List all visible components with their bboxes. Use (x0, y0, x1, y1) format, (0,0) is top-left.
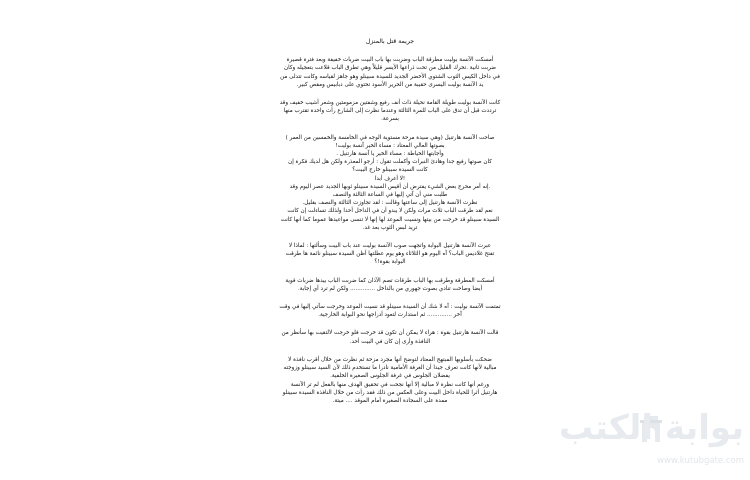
text-line: يد الآنسة بوليت اليسرى حقيبة من الحرير الأسود تحتوي على دبابيس ومقص كبير. (296, 81, 484, 88)
paragraph (240, 56, 540, 89)
text-line: بصوتها العالي المعتاد : مساء الخير آنسة بوليت! (335, 142, 445, 149)
paragraph (240, 99, 540, 124)
text-line: البوابة بقوة!؟ (374, 259, 406, 266)
text-line: !لا أعرف أبدا (374, 175, 406, 182)
text-line: وأجابتها الخياطة : مساء الخير يا آنسة هارتنيل . (336, 151, 444, 158)
text-line: نعم لقد طرقت الباب ثلاث مرات ولكن لا يبدو أن في الداخل أحدا ولذلك تساءلت إن كانت (287, 208, 493, 215)
text-line: آخر .............. ثم استدارت لتعود أدراجها نحو البوابة الخارجية. (318, 312, 462, 319)
text-line: عبرت الآنسة هارتنيل البوابة واتجهت صوب الآنسة بوليت عند باب البيت وسألتها : لماذا لا (288, 243, 492, 250)
text-line: .إنه أمر محرج بعض الشيء يفترض أن أقيس السيدة سبينلو ثوبها الجديد عصر اليوم وقد (289, 183, 491, 190)
paragraph (240, 277, 540, 293)
paragraph (240, 356, 540, 405)
text-line: أمسكت الآنسة بوليت مطرقة الباب وضربت بها باب البيت ضربات خفيفة وبعد فترة قصيرة (286, 57, 494, 64)
text-line: ترددت قبل أن تدق على الباب للمرة الثالثة وعندما نظرت إلى الشارع رأت واحدة تقترب منها (283, 108, 497, 115)
text-line: في داخل الكيس الثوب الشتوي الأخضر الجديد للسيدة سبينلو وهو جاهز لقياسه وكانت تتدلى من (280, 73, 500, 80)
document-title: جريمة قتل بالمنزل (365, 38, 415, 45)
document-page (240, 38, 540, 478)
paragraph (240, 329, 540, 345)
text-line: أيضا وصاحت تنادي بصوت جهوري من بالداخل .............. ولكن لم ترد أي إجابة. (297, 285, 483, 292)
text-line: صاحت الآنسة هارتنيل (وهي سيدة مرحة مستوية الوجه في الخامسة والخمسين من العمر ) (285, 134, 495, 141)
text-line: تمتمت الآنسة بوليت : آه لا شك أن السيدة سبينلو قد نسيت الموعد وخرجت سآتي إليها في وقت (279, 304, 501, 311)
text-line: هارتنيل أثرا للحياة داخل البيت وعلى العكس من ذلك فقد رأت من خلال النافذة السيدة سبينلو (282, 389, 498, 396)
watermark-name: بوابة الكتب (558, 408, 744, 448)
text-line: ضحكت بأسلوبها المبتهج المعتاد لتوضح أنها مجرد مزحة ثم نظرت من خلال أقرب نافذة لا (288, 356, 492, 363)
text-line: السيدة سبينلو قد خرجت من بيتها ونسيت الموعد لها إنها لا تنسى مواعيدها عموما كما أنها كانت (280, 216, 500, 223)
paragraph (240, 242, 540, 267)
text-line: كانت الآنسة بوليت طويلة القامة نحيلة ذات أنف رفيع وشفتين مزمومتين وشعر أشيب خفيف وقد (279, 100, 501, 107)
text-line: ورغم أنها كانت نظرة لا مبالية إلا أنها نجحت في تحقيق الهدف منها بالفعل لم تر الآنسة (290, 381, 490, 388)
text-line: نظرت الآنسة هارتنيل إلى ساعتها وقالت : لقد تجاوزت الثالثة والنصف بقليل. (302, 200, 478, 207)
text-line: كانت السيدة سبينلو خارج البيت؟ (352, 167, 428, 174)
text-line: طلبت مني أن آتي إليها في الساعة الثالثة والنصف (332, 192, 448, 199)
text-line: قالت الآنسة هارتنيل بقوة : هراء لا يمكن أن تكون قد خرجت فلو خرجت لالتقيت بها سأنظر من (281, 330, 499, 337)
text-line: النافذة وأرى إن كان في البيت أحد. (349, 338, 431, 345)
paragraph (240, 303, 540, 319)
text-line: كان صوتها رفيع جدا وهادئ النبرات وأكملت تقول : أرجو المعذرة ولكن هل لديك فكرة إن (288, 159, 492, 166)
text-line: يفضلان الجلوس في غرفة الجلوس الصغيرة الخلفية. (330, 373, 450, 380)
text-line: ممدة على السجادة الصغيرة أمام الموقد .... ميتة. (332, 397, 448, 404)
text-line: ضربت ثانية .تحرك القليل من تحت ذراعها الأيسر قليلاً وهي تطرق الباب قلاعت بتعجيله وكان (284, 65, 496, 72)
text-line: تريد لبس الثوب بعد غد. (362, 224, 418, 231)
document-body (240, 56, 540, 405)
text-line: تفتح غلاديس الباب؟ آه اليوم هو الثلاثاء وهو يوم عطلتها أظن السيدة سبينلو نائمة ها طرقت (285, 251, 495, 258)
paragraph (240, 134, 540, 232)
text-line: بسرعة. (381, 116, 399, 123)
text-line: مبالية لأنها كانت تعرف جيدا أن الغرفة الأمامية نادرا ما تستخدم ذلك لأن السيد سبينلو وزوجته (283, 365, 497, 372)
watermark-url: www.kutubgate.com (657, 456, 744, 466)
text-line: أمسكت المطرقة وطرقت بها الباب طرقات تصم الآذان كما ضربت الباب بيدها ضربات قوية (285, 277, 495, 284)
watermark-logo (558, 408, 750, 480)
